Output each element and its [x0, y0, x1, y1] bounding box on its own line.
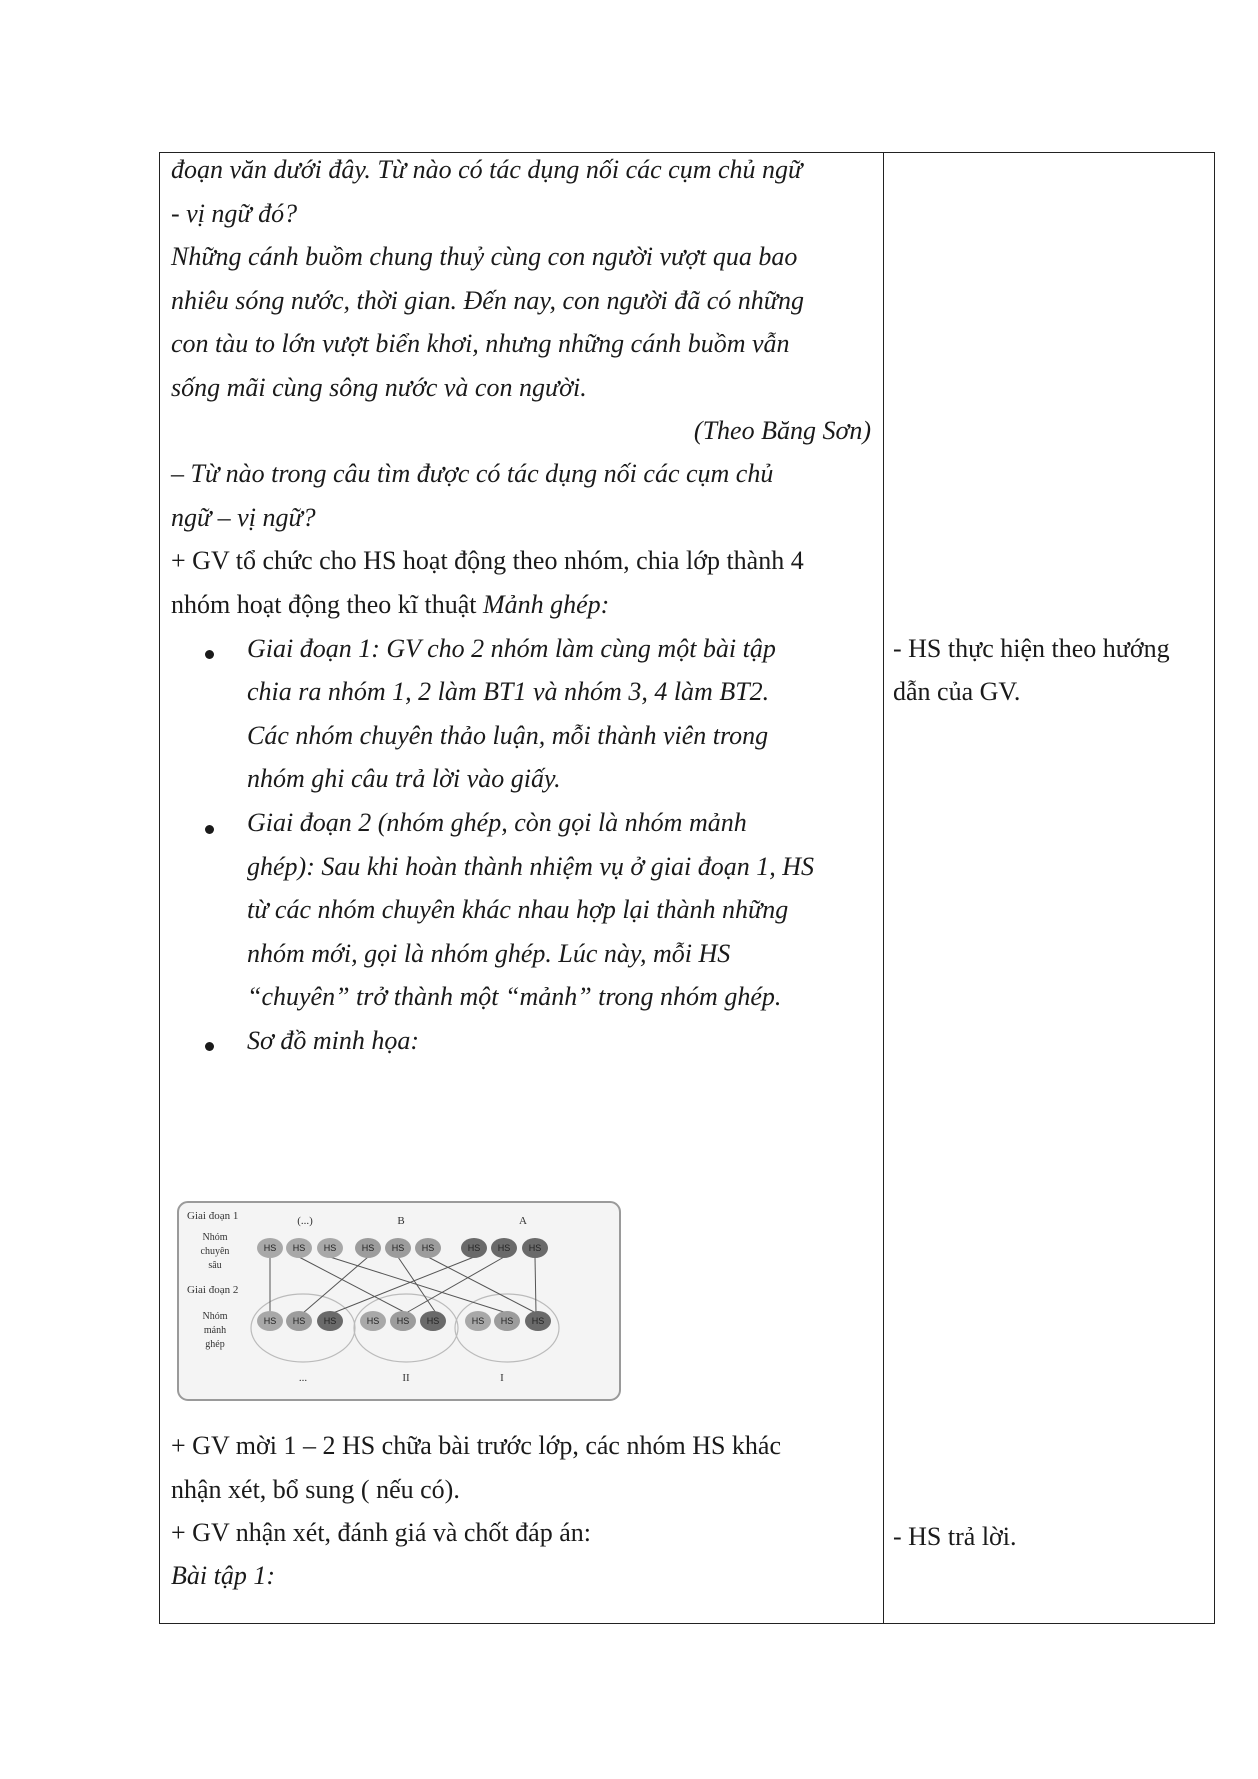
expert-group-label: sâu [208, 1260, 222, 1271]
student-label: HS [528, 1243, 542, 1253]
stage2-line: nhóm mới, gọi là nhóm ghép. Lúc này, mỗi HS [247, 939, 731, 968]
bullet-icon [205, 1042, 214, 1051]
student-response: dẫn của GV. [893, 677, 1021, 706]
passage-line: con tàu to lớn vượt biển khơi, nhưng những cánh buồm vẫn [171, 329, 790, 358]
group-label-top: (...) [297, 1215, 313, 1227]
student-response: - HS thực hiện theo hướng [893, 634, 1170, 663]
passage-line: sống mãi cùng sông nước và con người. [171, 373, 587, 402]
bullet-icon [205, 825, 214, 834]
student-label: HS [292, 1243, 306, 1253]
stage2-line: Giai đoạn 2 (nhóm ghép, còn gọi là nhóm mảnh [247, 808, 747, 837]
gv-organize-line [171, 590, 609, 620]
student-label: HS [323, 1243, 337, 1253]
student-label: HS [471, 1316, 485, 1326]
student-label: HS [500, 1316, 514, 1326]
jigsaw-diagram [177, 1201, 621, 1403]
student-label: HS [263, 1243, 277, 1253]
question-line: ngữ – vị ngữ? [171, 503, 316, 532]
gv-organize-text: nhóm hoạt động theo kĩ thuật [171, 590, 483, 619]
stage1-line: Giai đoạn 1: GV cho 2 nhóm làm cùng một bài tập [247, 634, 776, 663]
bullet-icon [205, 650, 214, 659]
stage2-label: Giai đoạn 2 [187, 1284, 239, 1296]
student-label: HS [497, 1243, 511, 1253]
stage1-label: Giai đoạn 1 [187, 1210, 239, 1222]
stage1-line: nhóm ghi câu trả lời vào giấy. [247, 764, 561, 793]
diagram-caption: Sơ đồ minh họa: [247, 1026, 420, 1055]
expert-group-label: chuyên [200, 1246, 230, 1257]
student-response: - HS trả lời. [893, 1522, 1017, 1551]
gv-organize-line: + GV tổ chức cho HS hoạt động theo nhóm, chia lớp thành 4 [171, 546, 804, 575]
student-label: HS [426, 1316, 440, 1326]
jigsaw-group-label: ghép [205, 1339, 225, 1350]
group-label-top: A [519, 1215, 527, 1227]
stage1-line: Các nhóm chuyên thảo luận, mỗi thành viên trong [247, 721, 769, 750]
stage2-line: từ các nhóm chuyên khác nhau hợp lại thành những [247, 895, 789, 924]
gv-invite-line: nhận xét, bổ sung ( nếu có). [171, 1475, 460, 1504]
student-label: HS [421, 1243, 435, 1253]
group-label-bottom: I [500, 1372, 504, 1384]
exercise-heading: Bài tập 1: [171, 1561, 275, 1590]
jigsaw-group-label: Nhóm [202, 1311, 228, 1322]
technique-name: Mảnh ghép: [482, 590, 610, 619]
passage-line: nhiêu sóng nước, thời gian. Đến nay, con người đã có những [171, 286, 804, 315]
column-divider [883, 153, 884, 1623]
student-label: HS [323, 1316, 337, 1326]
student-label: HS [361, 1243, 375, 1253]
stage1-line: chia ra nhóm 1, 2 làm BT1 và nhóm 3, 4 làm BT2. [247, 677, 770, 706]
lesson-table [159, 152, 1215, 1624]
stage2-line: ghép): Sau khi hoàn thành nhiệm vụ ở giai đoạn 1, HS [247, 852, 815, 881]
student-label: HS [263, 1316, 277, 1326]
group-label-bottom: ... [298, 1372, 308, 1384]
student-label: HS [467, 1243, 481, 1253]
passage-line: Những cánh buồm chung thuỷ cùng con người vượt qua bao [171, 242, 798, 271]
student-label: HS [396, 1316, 410, 1326]
intro-line: đoạn văn dưới đây. Từ nào có tác dụng nối các cụm chủ ngữ [171, 155, 803, 184]
jigsaw-group-label: mảnh [203, 1325, 227, 1336]
student-label: HS [391, 1243, 405, 1253]
group-label-top: B [397, 1215, 405, 1227]
gv-invite-line: + GV mời 1 – 2 HS chữa bài trước lớp, các nhóm HS khác [171, 1431, 782, 1460]
stage2-line: “chuyên” trở thành một “mảnh” trong nhóm ghép. [247, 982, 782, 1011]
intro-line: - vị ngữ đó? [171, 199, 298, 228]
student-label: HS [531, 1316, 545, 1326]
question-line: – Từ nào trong câu tìm được có tác dụng nối các cụm chủ [171, 459, 774, 488]
student-label: HS [366, 1316, 380, 1326]
passage-source: (Theo Băng Sơn) [693, 416, 871, 445]
expert-group-label: Nhóm [202, 1232, 228, 1243]
student-label: HS [292, 1316, 306, 1326]
gv-conclude-line: + GV nhận xét, đánh giá và chốt đáp án: [171, 1518, 591, 1547]
group-label-bottom: II [402, 1372, 410, 1384]
